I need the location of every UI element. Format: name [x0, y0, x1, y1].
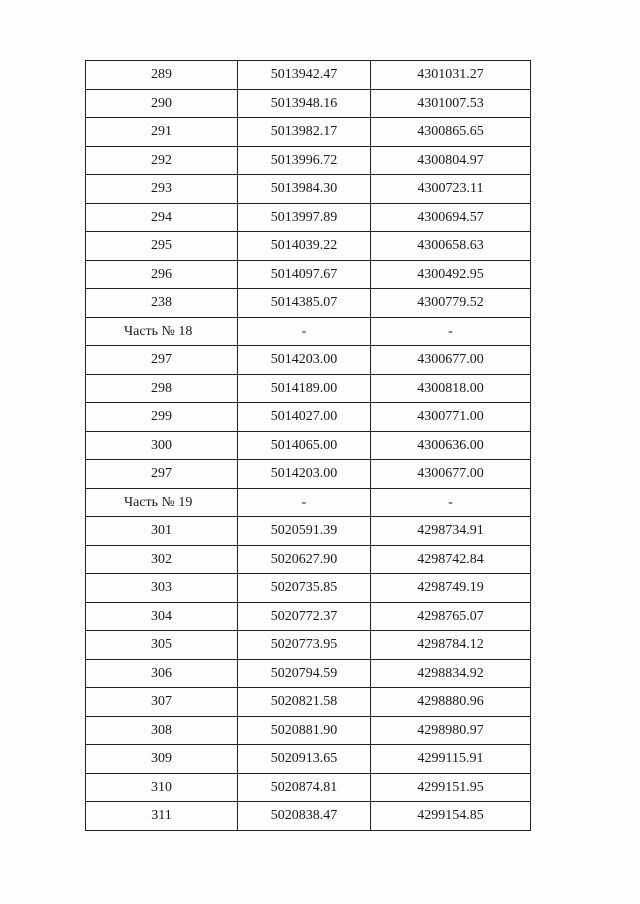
x-coordinate-cell: 5020821.58 [238, 688, 371, 717]
x-coordinate-cell: 5013997.89 [238, 203, 371, 232]
point-number-cell: 299 [86, 403, 238, 432]
y-coordinate-cell: 4298749.19 [371, 574, 531, 603]
y-coordinate-cell: 4300865.65 [371, 118, 531, 147]
y-coordinate-cell: 4300658.63 [371, 232, 531, 261]
x-coordinate-cell: 5014097.67 [238, 260, 371, 289]
table-row [86, 631, 531, 660]
y-coordinate-cell: 4300677.00 [371, 460, 531, 489]
x-coordinate-cell: 5020591.39 [238, 517, 371, 546]
y-coordinate-cell: 4301007.53 [371, 89, 531, 118]
point-number-cell: 300 [86, 431, 238, 460]
table-row [86, 118, 531, 147]
point-number-cell: 307 [86, 688, 238, 717]
y-coordinate-cell: 4298980.97 [371, 716, 531, 745]
coordinates-table-body [86, 61, 531, 831]
section-label-cell: Часть № 18 [86, 317, 238, 346]
table-row [86, 232, 531, 261]
point-number-cell: 302 [86, 545, 238, 574]
table-row [86, 346, 531, 375]
point-number-cell: 308 [86, 716, 238, 745]
y-coordinate-cell: 4298742.84 [371, 545, 531, 574]
y-coordinate-cell: 4298734.91 [371, 517, 531, 546]
table-row [86, 688, 531, 717]
table-row [86, 659, 531, 688]
x-coordinate-cell: 5014385.07 [238, 289, 371, 318]
y-coordinate-cell: 4300818.00 [371, 374, 531, 403]
x-coordinate-cell: 5020773.95 [238, 631, 371, 660]
point-number-cell: 301 [86, 517, 238, 546]
point-number-cell: 297 [86, 346, 238, 375]
point-number-cell: 238 [86, 289, 238, 318]
table-row [86, 403, 531, 432]
table-row [86, 802, 531, 831]
table-row [86, 517, 531, 546]
point-number-cell: 306 [86, 659, 238, 688]
table-row [86, 745, 531, 774]
y-coordinate-cell: 4299115.91 [371, 745, 531, 774]
table-row [86, 602, 531, 631]
y-coordinate-cell: 4298834.92 [371, 659, 531, 688]
point-number-cell: 310 [86, 773, 238, 802]
table-row [86, 716, 531, 745]
point-number-cell: 290 [86, 89, 238, 118]
table-row [86, 146, 531, 175]
table-row [86, 545, 531, 574]
table-row [86, 574, 531, 603]
table-row [86, 89, 531, 118]
x-coordinate-cell: 5020838.47 [238, 802, 371, 831]
table-row [86, 374, 531, 403]
y-coordinate-cell: 4299151.95 [371, 773, 531, 802]
point-number-cell: 309 [86, 745, 238, 774]
point-number-cell: 305 [86, 631, 238, 660]
table-row [86, 61, 531, 90]
x-coordinate-cell: - [238, 317, 371, 346]
coordinates-table [85, 60, 531, 831]
section-label-cell: Часть № 19 [86, 488, 238, 517]
y-coordinate-cell: 4300636.00 [371, 431, 531, 460]
x-coordinate-cell: 5013942.47 [238, 61, 371, 90]
point-number-cell: 289 [86, 61, 238, 90]
y-coordinate-cell: 4300694.57 [371, 203, 531, 232]
x-coordinate-cell: 5020874.81 [238, 773, 371, 802]
point-number-cell: 294 [86, 203, 238, 232]
section-row [86, 488, 531, 517]
x-coordinate-cell: 5013948.16 [238, 89, 371, 118]
point-number-cell: 297 [86, 460, 238, 489]
point-number-cell: 311 [86, 802, 238, 831]
y-coordinate-cell: 4300492.95 [371, 260, 531, 289]
point-number-cell: 298 [86, 374, 238, 403]
x-coordinate-cell: 5014065.00 [238, 431, 371, 460]
point-number-cell: 303 [86, 574, 238, 603]
x-coordinate-cell: 5020913.65 [238, 745, 371, 774]
x-coordinate-cell: 5013982.17 [238, 118, 371, 147]
point-number-cell: 291 [86, 118, 238, 147]
y-coordinate-cell: 4300779.52 [371, 289, 531, 318]
point-number-cell: 304 [86, 602, 238, 631]
x-coordinate-cell: 5020627.90 [238, 545, 371, 574]
x-coordinate-cell: 5014203.00 [238, 346, 371, 375]
x-coordinate-cell: 5020772.37 [238, 602, 371, 631]
table-row [86, 260, 531, 289]
point-number-cell: 293 [86, 175, 238, 204]
y-coordinate-cell: - [371, 488, 531, 517]
x-coordinate-cell: 5013984.30 [238, 175, 371, 204]
y-coordinate-cell: 4300723.11 [371, 175, 531, 204]
section-row [86, 317, 531, 346]
y-coordinate-cell: 4298880.96 [371, 688, 531, 717]
y-coordinate-cell: 4300771.00 [371, 403, 531, 432]
table-row [86, 203, 531, 232]
table-row [86, 289, 531, 318]
table-row [86, 460, 531, 489]
y-coordinate-cell: 4298784.12 [371, 631, 531, 660]
y-coordinate-cell: 4300804.97 [371, 146, 531, 175]
y-coordinate-cell: - [371, 317, 531, 346]
y-coordinate-cell: 4300677.00 [371, 346, 531, 375]
y-coordinate-cell: 4301031.27 [371, 61, 531, 90]
x-coordinate-cell: 5014039.22 [238, 232, 371, 261]
x-coordinate-cell: 5014203.00 [238, 460, 371, 489]
x-coordinate-cell: 5020881.90 [238, 716, 371, 745]
point-number-cell: 295 [86, 232, 238, 261]
table-row [86, 773, 531, 802]
point-number-cell: 292 [86, 146, 238, 175]
y-coordinate-cell: 4299154.85 [371, 802, 531, 831]
point-number-cell: 296 [86, 260, 238, 289]
x-coordinate-cell: 5014027.00 [238, 403, 371, 432]
x-coordinate-cell: 5014189.00 [238, 374, 371, 403]
x-coordinate-cell: 5013996.72 [238, 146, 371, 175]
table-row [86, 431, 531, 460]
table-row [86, 175, 531, 204]
x-coordinate-cell: 5020735.85 [238, 574, 371, 603]
x-coordinate-cell: 5020794.59 [238, 659, 371, 688]
y-coordinate-cell: 4298765.07 [371, 602, 531, 631]
x-coordinate-cell: - [238, 488, 371, 517]
